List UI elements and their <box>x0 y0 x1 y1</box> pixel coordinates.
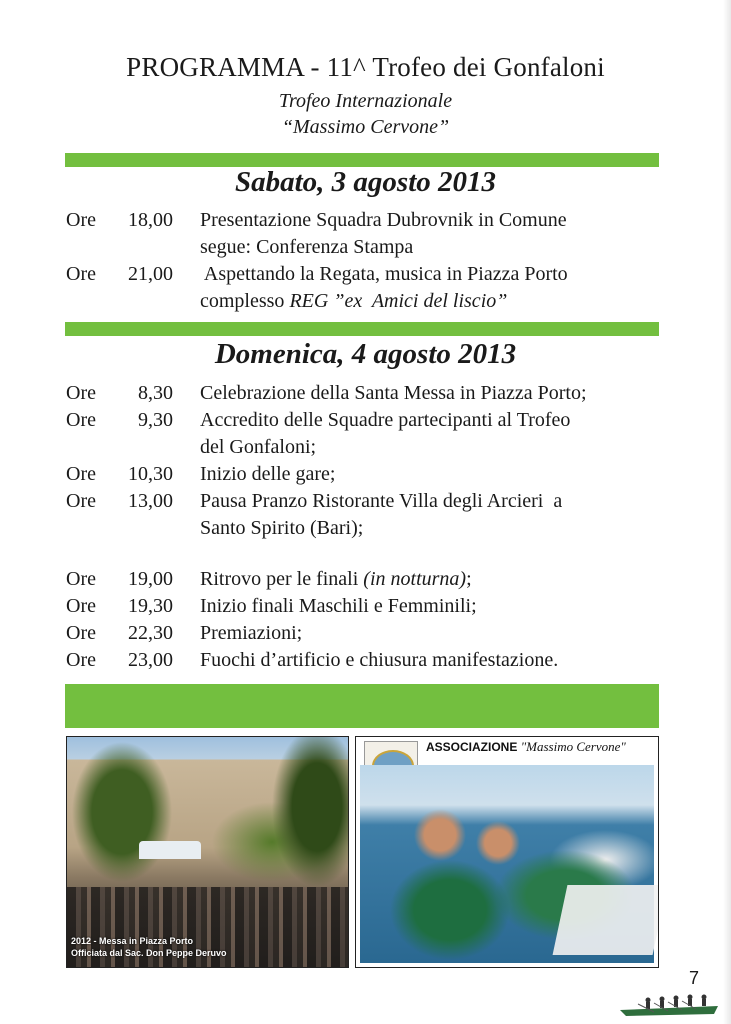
schedule-row <box>0 409 731 436</box>
event-description: Premiazioni; <box>200 622 303 644</box>
event-description: Pausa Pranzo Ristorante Villa degli Arcieri a <box>200 490 563 512</box>
time-value: 21,00 <box>128 263 173 285</box>
time-value: 19,30 <box>128 595 173 617</box>
divider-bar-bottom <box>65 684 659 728</box>
caption-line-1: 2012 - Messa in Piazza Porto <box>71 936 194 946</box>
desc-prefix: Ritrovo per le finali <box>200 568 364 590</box>
schedule-row <box>0 436 731 463</box>
ore-label: Ore <box>66 263 96 285</box>
time-value: 13,00 <box>128 490 173 512</box>
association-label: ASSOCIAZIONE <box>426 740 518 754</box>
schedule-row <box>0 595 731 622</box>
ore-label: Ore <box>66 409 96 431</box>
event-description: Aspettando la Regata, musica in Piazza Porto <box>200 263 568 285</box>
event-description: Presentazione Squadra Dubrovnik in Comune <box>200 209 567 231</box>
event-description <box>200 568 472 591</box>
schedule-row <box>0 463 731 490</box>
schedule-row <box>0 568 731 595</box>
photo-caption <box>71 935 227 959</box>
subtitle-line-2: “Massimo Cervone” <box>281 116 450 138</box>
saturday-heading: Sabato, 3 agosto 2013 <box>234 166 497 198</box>
event-description: Accredito delle Squadre partecipanti al Trofeo <box>200 409 571 431</box>
schedule-row <box>0 649 731 676</box>
ore-label: Ore <box>66 382 96 404</box>
schedule-row <box>0 209 731 236</box>
schedule-row <box>0 290 731 317</box>
time-value: 23,00 <box>128 649 173 671</box>
desc-suffix: ; <box>466 568 472 590</box>
time-value: 9,30 <box>138 409 173 431</box>
desc-prefix: complesso <box>200 290 290 312</box>
ore-label: Ore <box>66 490 96 512</box>
event-description: Inizio delle gare; <box>200 463 336 485</box>
caption-line-2: Officiata dal Sac. Don Peppe Deruvo <box>71 948 227 958</box>
divider-bar-middle <box>65 322 659 336</box>
boat-shape <box>553 885 659 955</box>
schedule-row <box>0 263 731 290</box>
tent-shape <box>139 841 201 859</box>
ore-label: Ore <box>66 209 96 231</box>
association-name: "Massimo Cervone" <box>520 739 626 754</box>
time-value: 8,30 <box>138 382 173 404</box>
time-value: 19,00 <box>128 568 173 590</box>
divider-bar-top <box>65 153 659 167</box>
event-description: Inizio finali Maschili e Femminili; <box>200 595 477 617</box>
page-number: 7 <box>689 968 700 988</box>
rowing-boat-icon <box>618 992 722 1018</box>
event-description: Fuochi d’artificio e chiusura manifestazione. <box>200 649 559 671</box>
event-description: Celebrazione della Santa Messa in Piazza Porto; <box>200 382 587 404</box>
time-value: 18,00 <box>128 209 173 231</box>
ore-label: Ore <box>66 595 96 617</box>
ore-label: Ore <box>66 568 96 590</box>
ore-label: Ore <box>66 622 96 644</box>
ore-label: Ore <box>66 463 96 485</box>
schedule-row <box>0 236 731 263</box>
schedule-row <box>0 382 731 409</box>
team-photo-image <box>360 765 654 963</box>
photo-team <box>355 736 659 968</box>
sunday-heading: Domenica, 4 agosto 2013 <box>214 338 517 370</box>
time-value: 10,30 <box>128 463 173 485</box>
event-description <box>200 290 507 313</box>
page-title: PROGRAMMA - 11^ Trofeo dei Gonfaloni <box>126 52 605 82</box>
time-value: 22,30 <box>128 622 173 644</box>
schedule-row <box>0 517 731 544</box>
event-description: segue: Conferenza Stampa <box>200 236 414 258</box>
desc-italic: (in notturna) <box>363 568 467 590</box>
event-description: del Gonfaloni; <box>200 436 317 458</box>
schedule-row <box>0 490 731 517</box>
subtitle-line-1: Trofeo Internazionale <box>278 90 453 112</box>
association-heading <box>426 739 626 755</box>
photo-piazza-porto <box>66 736 349 968</box>
ore-label: Ore <box>66 649 96 671</box>
schedule-row <box>0 622 731 649</box>
desc-italic: REG ”ex Amici del liscio” <box>289 290 508 312</box>
event-description: Santo Spirito (Bari); <box>200 517 364 539</box>
